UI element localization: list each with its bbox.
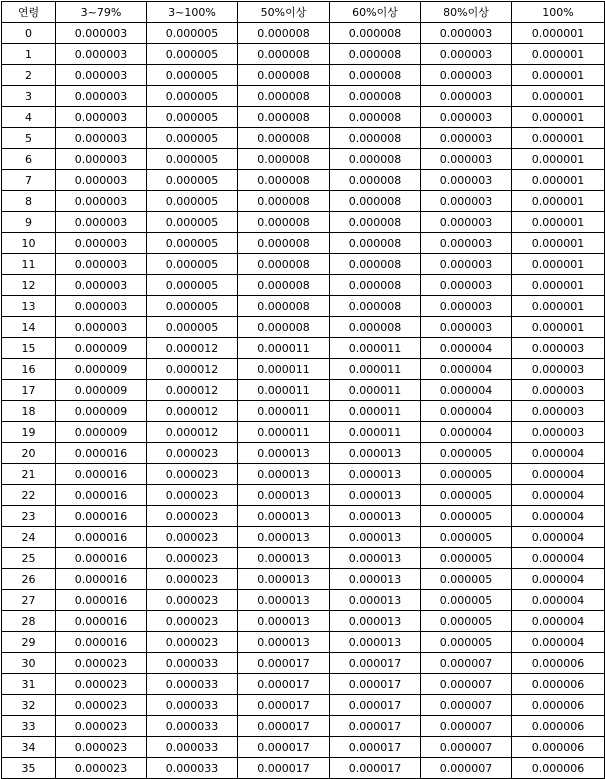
- rate-cell: 0.000001: [512, 23, 605, 44]
- rate-cell: 0.000023: [147, 632, 238, 653]
- rate-cell: 0.000003: [56, 191, 147, 212]
- rate-cell: 0.000023: [56, 716, 147, 737]
- rate-cell: 0.000012: [147, 338, 238, 359]
- age-cell: 2: [2, 65, 56, 86]
- rate-cell: 0.000016: [56, 548, 147, 569]
- rate-cell: 0.000011: [330, 422, 421, 443]
- table-row: [2, 758, 605, 779]
- table-row: [2, 359, 605, 380]
- rate-cell: 0.000003: [512, 401, 605, 422]
- rate-cell: 0.000004: [421, 422, 512, 443]
- age-cell: 30: [2, 653, 56, 674]
- table-row: [2, 527, 605, 548]
- rate-cell: 0.000009: [56, 401, 147, 422]
- rate-cell: 0.000033: [147, 716, 238, 737]
- rate-cell: 0.000005: [147, 233, 238, 254]
- table-row: [2, 170, 605, 191]
- rate-cell: 0.000003: [421, 170, 512, 191]
- rate-cell: 0.000023: [56, 695, 147, 716]
- rate-cell: 0.000008: [238, 86, 330, 107]
- rate-cell: 0.000011: [330, 338, 421, 359]
- table-row: [2, 44, 605, 65]
- rate-cell: 0.000013: [330, 632, 421, 653]
- rate-cell: 0.000008: [330, 254, 421, 275]
- age-cell: 20: [2, 443, 56, 464]
- rate-cell: 0.000008: [330, 128, 421, 149]
- rate-cell: 0.000005: [421, 464, 512, 485]
- rate-cell: 0.000023: [56, 737, 147, 758]
- age-cell: 8: [2, 191, 56, 212]
- rate-cell: 0.000013: [330, 548, 421, 569]
- age-cell: 13: [2, 296, 56, 317]
- table-header: [2, 2, 605, 23]
- age-cell: 11: [2, 254, 56, 275]
- rate-cell: 0.000008: [238, 254, 330, 275]
- rate-cell: 0.000008: [238, 275, 330, 296]
- rate-cell: 0.000001: [512, 212, 605, 233]
- rate-cell: 0.000005: [147, 44, 238, 65]
- rate-cell: 0.000008: [238, 149, 330, 170]
- table-row: [2, 65, 605, 86]
- age-cell: 31: [2, 674, 56, 695]
- rate-cell: 0.000009: [56, 359, 147, 380]
- rate-cell: 0.000016: [56, 464, 147, 485]
- rate-cell: 0.000023: [56, 758, 147, 779]
- rate-cell: 0.000001: [512, 107, 605, 128]
- rate-cell: 0.000003: [56, 275, 147, 296]
- rate-cell: 0.000008: [330, 23, 421, 44]
- rate-cell: 0.000008: [330, 107, 421, 128]
- age-cell: 29: [2, 632, 56, 653]
- header-100: 100%: [512, 2, 605, 23]
- rate-cell: 0.000011: [238, 380, 330, 401]
- rate-cell: 0.000003: [56, 233, 147, 254]
- rate-cell: 0.000008: [238, 212, 330, 233]
- rate-cell: 0.000008: [238, 23, 330, 44]
- rate-cell: 0.000012: [147, 380, 238, 401]
- rate-cell: 0.000003: [421, 128, 512, 149]
- rate-cell: 0.000009: [56, 422, 147, 443]
- rate-cell: 0.000013: [238, 506, 330, 527]
- rate-cell: 0.000004: [512, 506, 605, 527]
- rate-cell: 0.000008: [330, 86, 421, 107]
- rate-cell: 0.000005: [421, 548, 512, 569]
- age-cell: 14: [2, 317, 56, 338]
- rate-cell: 0.000007: [421, 716, 512, 737]
- table-row: [2, 401, 605, 422]
- rate-cell: 0.000023: [147, 485, 238, 506]
- age-cell: 22: [2, 485, 56, 506]
- rate-cell: 0.000013: [238, 632, 330, 653]
- rate-cell: 0.000007: [421, 737, 512, 758]
- table-row: [2, 485, 605, 506]
- age-cell: 15: [2, 338, 56, 359]
- rate-cell: 0.000023: [147, 548, 238, 569]
- rate-cell: 0.000003: [512, 380, 605, 401]
- rate-cell: 0.000013: [330, 527, 421, 548]
- rate-cell: 0.000004: [512, 527, 605, 548]
- table-body: [2, 23, 605, 779]
- rate-cell: 0.000008: [238, 128, 330, 149]
- table-row: [2, 191, 605, 212]
- rate-cell: 0.000016: [56, 569, 147, 590]
- rate-cell: 0.000017: [330, 737, 421, 758]
- rate-cell: 0.000005: [147, 254, 238, 275]
- rate-cell: 0.000005: [147, 170, 238, 191]
- rate-cell: 0.000003: [421, 296, 512, 317]
- rate-cell: 0.000023: [147, 590, 238, 611]
- rate-cell: 0.000004: [512, 464, 605, 485]
- age-cell: 19: [2, 422, 56, 443]
- age-cell: 24: [2, 527, 56, 548]
- rate-cell: 0.000007: [421, 674, 512, 695]
- age-cell: 21: [2, 464, 56, 485]
- rate-cell: 0.000003: [56, 107, 147, 128]
- rate-cell: 0.000001: [512, 65, 605, 86]
- age-cell: 34: [2, 737, 56, 758]
- table-row: [2, 86, 605, 107]
- rate-cell: 0.000008: [330, 212, 421, 233]
- rate-cell: 0.000016: [56, 590, 147, 611]
- rate-cell: 0.000003: [56, 254, 147, 275]
- header-80-plus: 80%이상: [421, 2, 512, 23]
- rate-cell: 0.000003: [56, 212, 147, 233]
- rate-cell: 0.000001: [512, 296, 605, 317]
- age-cell: 10: [2, 233, 56, 254]
- rate-cell: 0.000013: [330, 443, 421, 464]
- age-cell: 1: [2, 44, 56, 65]
- rate-cell: 0.000005: [147, 317, 238, 338]
- rate-cell: 0.000003: [56, 296, 147, 317]
- table-row: [2, 233, 605, 254]
- rate-cell: 0.000011: [238, 338, 330, 359]
- rate-cell: 0.000033: [147, 695, 238, 716]
- age-cell: 7: [2, 170, 56, 191]
- rate-cell: 0.000023: [147, 527, 238, 548]
- rate-cell: 0.000003: [512, 338, 605, 359]
- rate-cell: 0.000013: [238, 590, 330, 611]
- rate-cell: 0.000005: [421, 611, 512, 632]
- rate-cell: 0.000003: [421, 212, 512, 233]
- age-cell: 0: [2, 23, 56, 44]
- rate-cell: 0.000003: [421, 191, 512, 212]
- header-3-79: 3~79%: [56, 2, 147, 23]
- rate-cell: 0.000008: [330, 65, 421, 86]
- rate-cell: 0.000033: [147, 737, 238, 758]
- rate-cell: 0.000001: [512, 170, 605, 191]
- rate-cell: 0.000013: [238, 527, 330, 548]
- rate-cell: 0.000033: [147, 653, 238, 674]
- rate-cell: 0.000004: [512, 632, 605, 653]
- rate-cell: 0.000008: [238, 65, 330, 86]
- rate-cell: 0.000005: [147, 191, 238, 212]
- age-cell: 35: [2, 758, 56, 779]
- rate-cell: 0.000003: [421, 233, 512, 254]
- rate-cell: 0.000033: [147, 674, 238, 695]
- rate-cell: 0.000001: [512, 233, 605, 254]
- table-row: [2, 737, 605, 758]
- rate-cell: 0.000016: [56, 485, 147, 506]
- rate-cell: 0.000005: [147, 212, 238, 233]
- rate-table: [1, 1, 605, 779]
- rate-cell: 0.000005: [147, 86, 238, 107]
- age-cell: 18: [2, 401, 56, 422]
- rate-cell: 0.000011: [238, 401, 330, 422]
- rate-cell: 0.000009: [56, 380, 147, 401]
- rate-cell: 0.000003: [56, 149, 147, 170]
- table-row: [2, 107, 605, 128]
- rate-cell: 0.000008: [330, 170, 421, 191]
- age-cell: 9: [2, 212, 56, 233]
- rate-cell: 0.000007: [421, 653, 512, 674]
- rate-cell: 0.000012: [147, 422, 238, 443]
- rate-cell: 0.000008: [238, 191, 330, 212]
- table-row: [2, 506, 605, 527]
- rate-cell: 0.000005: [147, 149, 238, 170]
- rate-cell: 0.000004: [421, 359, 512, 380]
- rate-cell: 0.000008: [330, 317, 421, 338]
- rate-cell: 0.000005: [147, 107, 238, 128]
- rate-cell: 0.000005: [147, 65, 238, 86]
- table-row: [2, 716, 605, 737]
- rate-cell: 0.000001: [512, 191, 605, 212]
- rate-cell: 0.000004: [421, 380, 512, 401]
- rate-cell: 0.000007: [421, 695, 512, 716]
- rate-cell: 0.000013: [330, 506, 421, 527]
- table-row: [2, 23, 605, 44]
- rate-cell: 0.000012: [147, 359, 238, 380]
- table-row: [2, 674, 605, 695]
- rate-cell: 0.000011: [238, 359, 330, 380]
- rate-cell: 0.000009: [56, 338, 147, 359]
- rate-cell: 0.000008: [238, 44, 330, 65]
- rate-cell: 0.000004: [512, 548, 605, 569]
- rate-cell: 0.000005: [421, 590, 512, 611]
- rate-cell: 0.000007: [421, 758, 512, 779]
- rate-cell: 0.000008: [238, 317, 330, 338]
- rate-cell: 0.000008: [238, 233, 330, 254]
- rate-cell: 0.000016: [56, 506, 147, 527]
- rate-cell: 0.000013: [238, 464, 330, 485]
- rate-cell: 0.000004: [512, 443, 605, 464]
- rate-cell: 0.000005: [147, 296, 238, 317]
- rate-cell: 0.000005: [147, 23, 238, 44]
- rate-cell: 0.000005: [421, 632, 512, 653]
- rate-cell: 0.000017: [238, 716, 330, 737]
- rate-cell: 0.000017: [238, 737, 330, 758]
- rate-cell: 0.000011: [238, 422, 330, 443]
- rate-cell: 0.000006: [512, 737, 605, 758]
- rate-cell: 0.000017: [330, 716, 421, 737]
- rate-cell: 0.000003: [421, 275, 512, 296]
- rate-cell: 0.000013: [238, 485, 330, 506]
- rate-cell: 0.000023: [147, 611, 238, 632]
- rate-cell: 0.000003: [421, 86, 512, 107]
- rate-cell: 0.000005: [421, 485, 512, 506]
- rate-cell: 0.000003: [421, 65, 512, 86]
- rate-cell: 0.000004: [421, 401, 512, 422]
- rate-cell: 0.000004: [512, 485, 605, 506]
- rate-cell: 0.000033: [147, 758, 238, 779]
- table-row: [2, 590, 605, 611]
- age-cell: 6: [2, 149, 56, 170]
- rate-cell: 0.000003: [56, 65, 147, 86]
- rate-cell: 0.000003: [421, 107, 512, 128]
- rate-cell: 0.000001: [512, 275, 605, 296]
- rate-cell: 0.000006: [512, 674, 605, 695]
- rate-cell: 0.000005: [421, 506, 512, 527]
- age-cell: 33: [2, 716, 56, 737]
- rate-cell: 0.000023: [147, 506, 238, 527]
- rate-cell: 0.000005: [421, 569, 512, 590]
- rate-cell: 0.000016: [56, 611, 147, 632]
- age-cell: 5: [2, 128, 56, 149]
- rate-cell: 0.000008: [330, 296, 421, 317]
- age-cell: 3: [2, 86, 56, 107]
- rate-cell: 0.000013: [330, 611, 421, 632]
- rate-cell: 0.000006: [512, 653, 605, 674]
- rate-cell: 0.000023: [56, 674, 147, 695]
- rate-cell: 0.000023: [147, 443, 238, 464]
- rate-cell: 0.000006: [512, 758, 605, 779]
- rate-cell: 0.000004: [421, 338, 512, 359]
- table-row: [2, 464, 605, 485]
- rate-cell: 0.000001: [512, 44, 605, 65]
- rate-cell: 0.000003: [421, 44, 512, 65]
- age-cell: 23: [2, 506, 56, 527]
- rate-cell: 0.000004: [512, 590, 605, 611]
- age-cell: 16: [2, 359, 56, 380]
- rate-cell: 0.000008: [238, 170, 330, 191]
- rate-cell: 0.000003: [56, 128, 147, 149]
- rate-cell: 0.000023: [56, 653, 147, 674]
- rate-cell: 0.000017: [238, 695, 330, 716]
- rate-cell: 0.000003: [421, 317, 512, 338]
- rate-cell: 0.000017: [238, 653, 330, 674]
- rate-cell: 0.000005: [421, 443, 512, 464]
- table-row: [2, 422, 605, 443]
- rate-cell: 0.000013: [238, 569, 330, 590]
- rate-cell: 0.000013: [330, 590, 421, 611]
- rate-cell: 0.000003: [56, 170, 147, 191]
- rate-cell: 0.000003: [512, 422, 605, 443]
- rate-cell: 0.000008: [330, 149, 421, 170]
- table-row: [2, 611, 605, 632]
- rate-cell: 0.000016: [56, 527, 147, 548]
- age-cell: 26: [2, 569, 56, 590]
- age-cell: 17: [2, 380, 56, 401]
- rate-cell: 0.000008: [330, 191, 421, 212]
- table-row: [2, 296, 605, 317]
- rate-cell: 0.000012: [147, 401, 238, 422]
- rate-cell: 0.000013: [238, 611, 330, 632]
- rate-cell: 0.000017: [330, 674, 421, 695]
- table-row: [2, 653, 605, 674]
- age-cell: 12: [2, 275, 56, 296]
- rate-cell: 0.000008: [238, 296, 330, 317]
- rate-cell: 0.000003: [421, 254, 512, 275]
- rate-cell: 0.000003: [56, 86, 147, 107]
- rate-cell: 0.000013: [330, 464, 421, 485]
- rate-cell: 0.000008: [330, 44, 421, 65]
- table-row: [2, 149, 605, 170]
- rate-cell: 0.000004: [512, 569, 605, 590]
- table-row: [2, 380, 605, 401]
- age-cell: 32: [2, 695, 56, 716]
- rate-cell: 0.000017: [238, 758, 330, 779]
- rate-cell: 0.000005: [421, 527, 512, 548]
- rate-cell: 0.000017: [330, 758, 421, 779]
- table-row: [2, 317, 605, 338]
- rate-cell: 0.000008: [330, 275, 421, 296]
- rate-cell: 0.000023: [147, 464, 238, 485]
- rate-cell: 0.000016: [56, 443, 147, 464]
- rate-cell: 0.000008: [238, 107, 330, 128]
- rate-cell: 0.000006: [512, 716, 605, 737]
- rate-cell: 0.000003: [512, 359, 605, 380]
- table-row: [2, 443, 605, 464]
- rate-cell: 0.000023: [147, 569, 238, 590]
- header-60-plus: 60%이상: [330, 2, 421, 23]
- header-age: 연령: [2, 2, 56, 23]
- rate-cell: 0.000011: [330, 401, 421, 422]
- age-cell: 27: [2, 590, 56, 611]
- rate-cell: 0.000005: [147, 128, 238, 149]
- table-row: [2, 275, 605, 296]
- table-row: [2, 632, 605, 653]
- rate-cell: 0.000001: [512, 317, 605, 338]
- rate-cell: 0.000004: [512, 611, 605, 632]
- rate-cell: 0.000005: [147, 275, 238, 296]
- age-cell: 4: [2, 107, 56, 128]
- rate-cell: 0.000016: [56, 632, 147, 653]
- rate-cell: 0.000013: [238, 548, 330, 569]
- table-row: [2, 695, 605, 716]
- rate-cell: 0.000003: [56, 317, 147, 338]
- rate-cell: 0.000003: [421, 23, 512, 44]
- table-row: [2, 254, 605, 275]
- rate-cell: 0.000017: [330, 653, 421, 674]
- rate-cell: 0.000006: [512, 695, 605, 716]
- rate-cell: 0.000011: [330, 380, 421, 401]
- rate-cell: 0.000008: [330, 233, 421, 254]
- age-cell: 25: [2, 548, 56, 569]
- table-row: [2, 548, 605, 569]
- rate-cell: 0.000017: [238, 674, 330, 695]
- rate-cell: 0.000003: [56, 44, 147, 65]
- rate-cell: 0.000013: [238, 443, 330, 464]
- rate-cell: 0.000001: [512, 254, 605, 275]
- rate-cell: 0.000011: [330, 359, 421, 380]
- header-50-plus: 50%이상: [238, 2, 330, 23]
- table-row: [2, 569, 605, 590]
- table-row: [2, 338, 605, 359]
- rate-cell: 0.000003: [56, 23, 147, 44]
- age-cell: 28: [2, 611, 56, 632]
- rate-cell: 0.000017: [330, 695, 421, 716]
- rate-cell: 0.000013: [330, 569, 421, 590]
- rate-cell: 0.000001: [512, 86, 605, 107]
- header-3-100: 3~100%: [147, 2, 238, 23]
- rate-cell: 0.000001: [512, 149, 605, 170]
- table-row: [2, 128, 605, 149]
- rate-cell: 0.000013: [330, 485, 421, 506]
- rate-cell: 0.000001: [512, 128, 605, 149]
- table-row: [2, 212, 605, 233]
- rate-cell: 0.000003: [421, 149, 512, 170]
- header-row: [2, 2, 605, 23]
